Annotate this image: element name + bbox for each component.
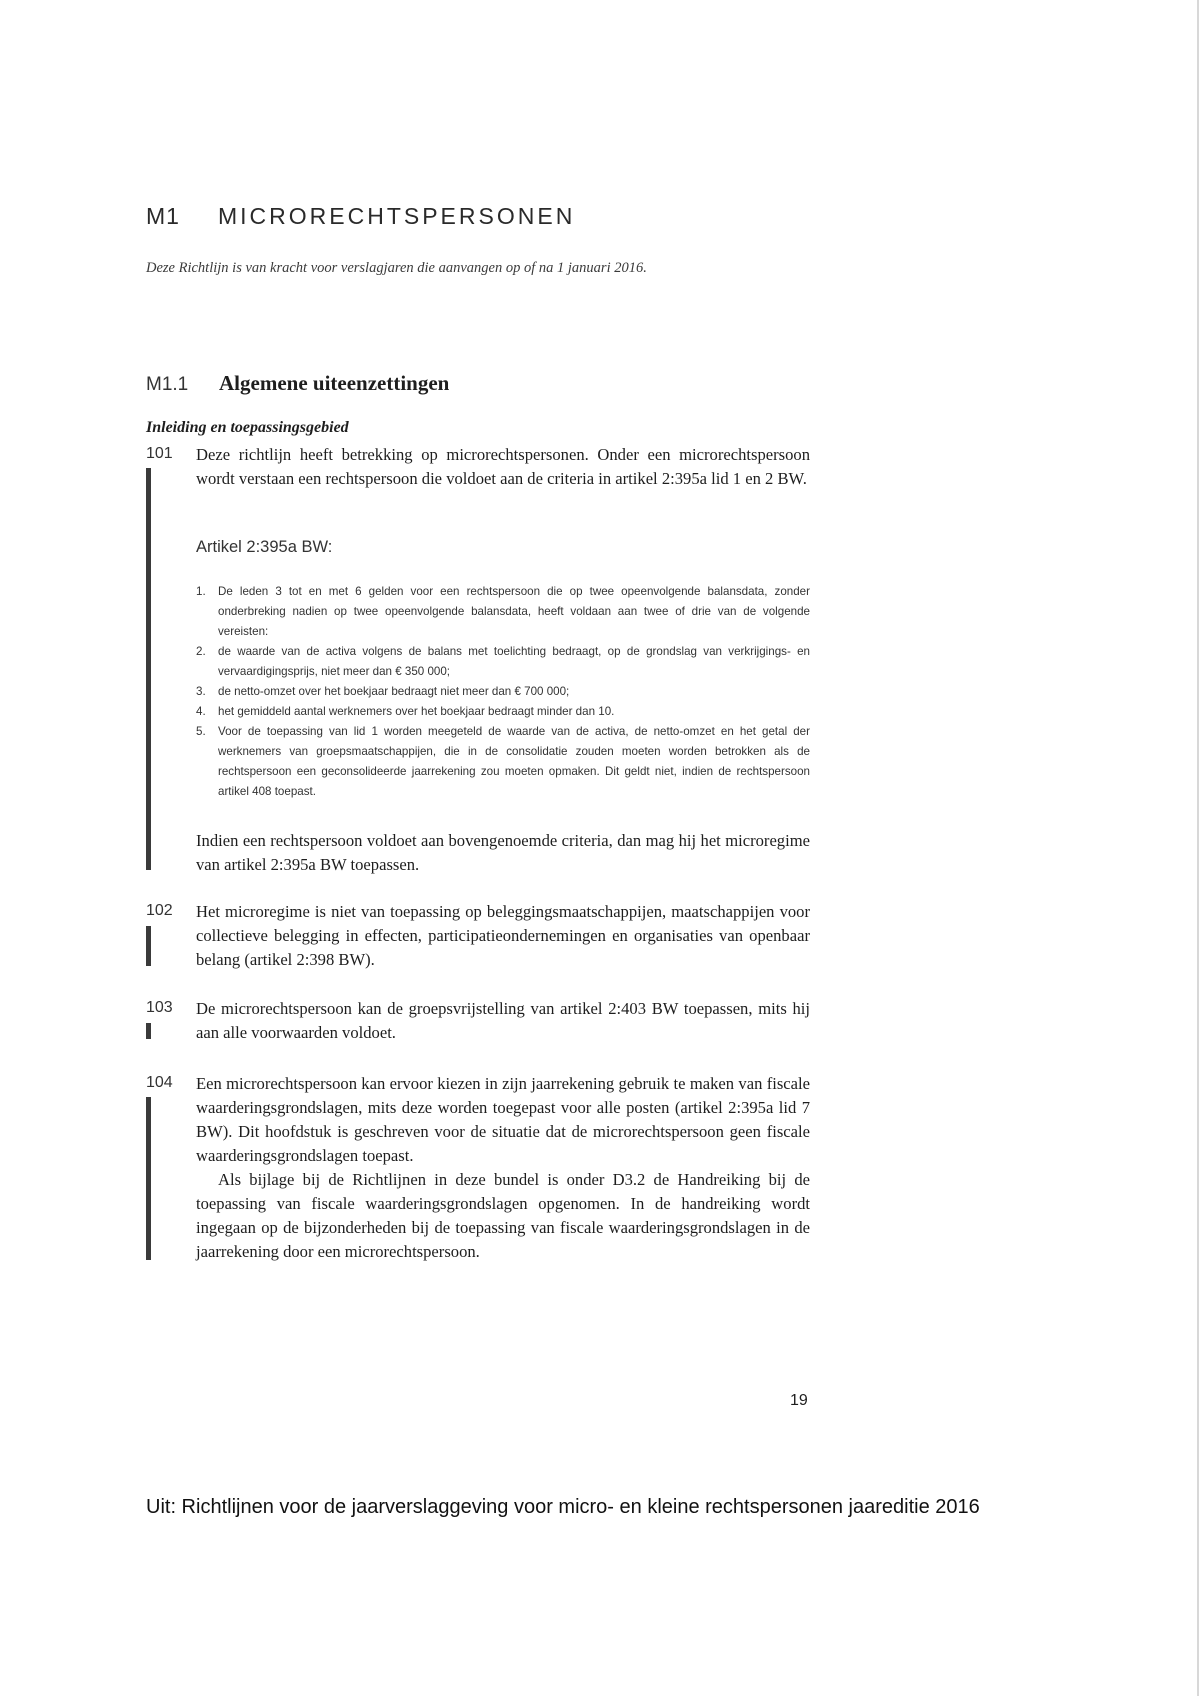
chapter-title: MICRORECHTSPERSONEN (218, 203, 576, 229)
article-heading: Artikel 2:395a BW: (196, 538, 333, 556)
list-item: 1. De leden 3 tot en met 6 gelden voor een rechtspersoon die op twee opeenvolgende balansdata, zonder onderbreking nadien op twee opeenvolgende balansdata, heeft voldaan aan twee of drie van de volgende vereisten: (196, 585, 810, 638)
paragraph-101 (196, 443, 810, 491)
paragraph-103: De microrechtspersoon kan de groepsvrijstelling van artikel 2:403 BW toepassen, mits hij aan alle voorwaarden voldoet. (196, 999, 810, 1042)
paragraph-104: Een microrechtspersoon kan ervoor kiezen in zijn jaarrekening gebruik te maken van fiscale waarderingsgrondslagen, mits deze worden toegepast voor alle posten (artikel 2:395a lid 7 BW). Dit hoofdstuk is geschreven voor de situatie dat de microrechtspersoon geen fiscale waarderingsgrondslagen toepast. Als bijlage bij de Richtlijnen in deze bundel is onder D3.2 de Handreiking bij de toepassing van fiscale waarderingsgrondslagen opgenomen. In de handreiking wordt ingegaan op de bijzonderheden bij de toepassing van fiscale waarderingsgrondslagen in de jaarrekening door een microrechtspersoon. (196, 1074, 810, 1261)
subheading: Inleiding en toepassingsgebied (146, 419, 349, 436)
paragraph-number-101: 101 (146, 445, 173, 462)
paragraph-101-closing: Indien een rechtspersoon voldoet aan bovengenoemde criteria, dan mag hij het microregime van artikel 2:395a BW toepassen. (196, 831, 810, 874)
source-footer: Uit: Richtlijnen voor de jaarverslaggeving voor micro- en kleine rechtspersonen jaareditie 2016 (146, 1496, 980, 1518)
paragraph-number-104: 104 (146, 1074, 173, 1091)
article-list (196, 582, 810, 802)
change-marker-bar-104 (146, 1097, 151, 1260)
list-item: 4. het gemiddeld aantal werknemers over het boekjaar bedraagt minder dan 10. (196, 705, 615, 718)
change-marker-bar-102 (146, 926, 151, 966)
list-item: 3. de netto-omzet over het boekjaar bedraagt niet meer dan € 700 000; (196, 685, 570, 698)
section-number: M1.1 (146, 374, 189, 395)
section-title: Algemene uiteenzettingen (219, 371, 450, 395)
chapter-number: M1 (146, 203, 180, 229)
paragraph-101-text: Deze richtlijn heeft betrekking op microrechtspersonen. Onder een microrechtspersoon wordt verstaan een rechtspersoon die voldoet aan de criteria in artikel 2:395a lid 1 en 2 BW. (196, 445, 810, 488)
chapter-heading (146, 203, 575, 230)
paragraph-number-102: 102 (146, 902, 173, 919)
page-number: 19 (790, 1392, 808, 1409)
list-item: 2. de waarde van de activa volgens de balans met toelichting bedraagt, op de grondslag van verkrijgings- en vervaardigingsprijs, niet meer dan € 350 000; (196, 645, 810, 678)
paragraph-102: Het microregime is niet van toepassing op beleggingsmaatschappijen, maatschappijen voor collectieve belegging in effecten, participatieondernemingen en organisaties van openbaar belang (artikel 2:398 BW). (196, 902, 810, 969)
change-marker-bar-103 (146, 1023, 151, 1039)
paragraph-number-103: 103 (146, 999, 173, 1016)
change-marker-bar-101 (146, 468, 151, 870)
page-edge-shadow (1197, 0, 1199, 1696)
effective-date-note: Deze Richtlijn is van kracht voor verslagjaren die aanvangen op of na 1 januari 2016. (146, 260, 647, 276)
list-item: 5. Voor de toepassing van lid 1 worden meegeteld de waarde van de activa, de netto-omzet en het getal der werknemers van groepsmaatschappijen, die in de consolidatie zouden moeten worden betrokken als de rechtspersoon een geconsolideerde jaarrekening zou moeten opmaken. Dit geldt niet, indien de rechtspersoon artikel 408 toepast. (196, 725, 810, 798)
section-heading (146, 371, 449, 396)
